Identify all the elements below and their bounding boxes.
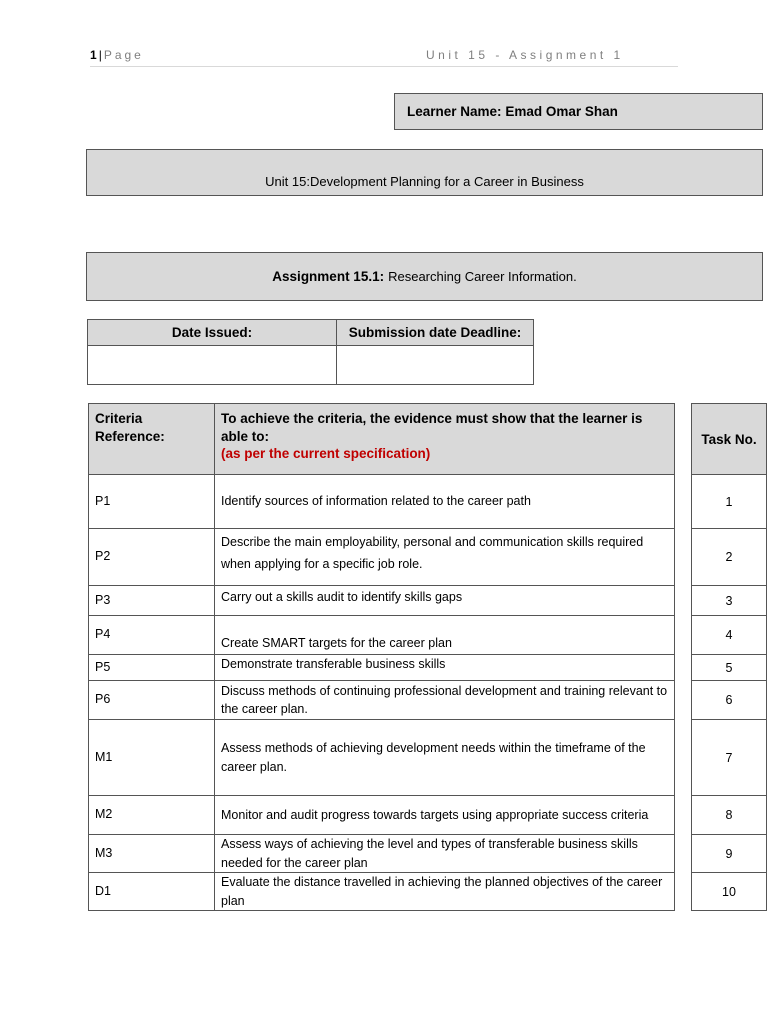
- criteria-desc: Assess methods of achieving development needs within the timeframe of the career plan.: [215, 720, 675, 796]
- unit-header-text: Unit 15 - Assignment 1: [426, 48, 624, 62]
- table-row: [89, 796, 675, 835]
- table-row: [89, 681, 675, 720]
- criteria-ref: P1: [89, 475, 215, 529]
- task-number: 9: [692, 835, 767, 873]
- page-number-label: [90, 48, 144, 62]
- task-number-header: Task No.: [692, 404, 767, 475]
- date-issued-value: [88, 346, 337, 385]
- table-row: [89, 835, 675, 873]
- assignment-title: Researching Career Information.: [388, 269, 577, 284]
- criteria-desc: Describe the main employability, personal and communication skills required when applying for a specific job role.: [215, 529, 675, 586]
- task-number: 4: [692, 616, 767, 655]
- criteria-ref: P5: [89, 655, 215, 681]
- learner-name: Emad Omar Shan: [505, 104, 618, 119]
- page-separator: |: [98, 48, 102, 62]
- criteria-ref: M2: [89, 796, 215, 835]
- criteria-desc: Monitor and audit progress towards targets using appropriate success criteria: [215, 796, 675, 835]
- task-number: 7: [692, 720, 767, 796]
- criteria-ref: P2: [89, 529, 215, 586]
- table-row: [89, 586, 675, 616]
- table-row: [89, 655, 675, 681]
- task-number: 2: [692, 529, 767, 586]
- date-issued-header: Date Issued:: [88, 320, 337, 346]
- learner-label: Learner Name:: [407, 104, 502, 119]
- criteria-ref: M1: [89, 720, 215, 796]
- criteria-desc: Assess ways of achieving the level and types of transferable business skills needed for the career plan: [215, 835, 675, 873]
- assignment-title-box: [86, 252, 763, 301]
- table-row: [89, 720, 675, 796]
- evidence-header-text: To achieve the criteria, the evidence must show that the learner is able to:: [221, 411, 643, 444]
- table-row: [89, 873, 675, 911]
- criteria-desc: Create SMART targets for the career plan: [215, 616, 675, 655]
- task-number: 8: [692, 796, 767, 835]
- page-word: Page: [103, 48, 144, 62]
- criteria-table: [88, 403, 675, 911]
- criteria-desc: Discuss methods of continuing professional development and training relevant to the career plan.: [215, 681, 675, 720]
- task-number: 5: [692, 655, 767, 681]
- unit-title-box: [86, 149, 763, 196]
- unit-title: Unit 15:Development Planning for a Career in Business: [265, 174, 584, 189]
- task-number: 1: [692, 475, 767, 529]
- criteria-desc: Evaluate the distance travelled in achieving the planned objectives of the career plan: [215, 873, 675, 911]
- criteria-ref: P6: [89, 681, 215, 720]
- criteria-ref: P3: [89, 586, 215, 616]
- page-header: [90, 46, 678, 67]
- criteria-ref: P4: [89, 616, 215, 655]
- table-row: [89, 616, 675, 655]
- specification-note: (as per the current specification): [221, 446, 431, 462]
- page-number: 1: [90, 48, 97, 62]
- task-number: 3: [692, 586, 767, 616]
- submission-deadline-header: Submission date Deadline:: [337, 320, 534, 346]
- criteria-desc: Demonstrate transferable business skills: [215, 655, 675, 681]
- criteria-reference-header: Criteria Reference:: [89, 404, 215, 475]
- table-row: [89, 475, 675, 529]
- criteria-desc: Carry out a skills audit to identify skills gaps: [215, 586, 675, 616]
- task-number: 6: [692, 681, 767, 720]
- task-number-table: [691, 403, 767, 911]
- learner-name-box: [394, 93, 763, 130]
- criteria-ref: M3: [89, 835, 215, 873]
- criteria-ref: D1: [89, 873, 215, 911]
- assignment-label: Assignment 15.1:: [272, 269, 385, 284]
- dates-table: [87, 319, 534, 385]
- evidence-header: [215, 404, 675, 475]
- task-number: 10: [692, 873, 767, 911]
- criteria-desc: Identify sources of information related to the career path: [215, 475, 675, 529]
- submission-deadline-value: [337, 346, 534, 385]
- table-row: [89, 529, 675, 586]
